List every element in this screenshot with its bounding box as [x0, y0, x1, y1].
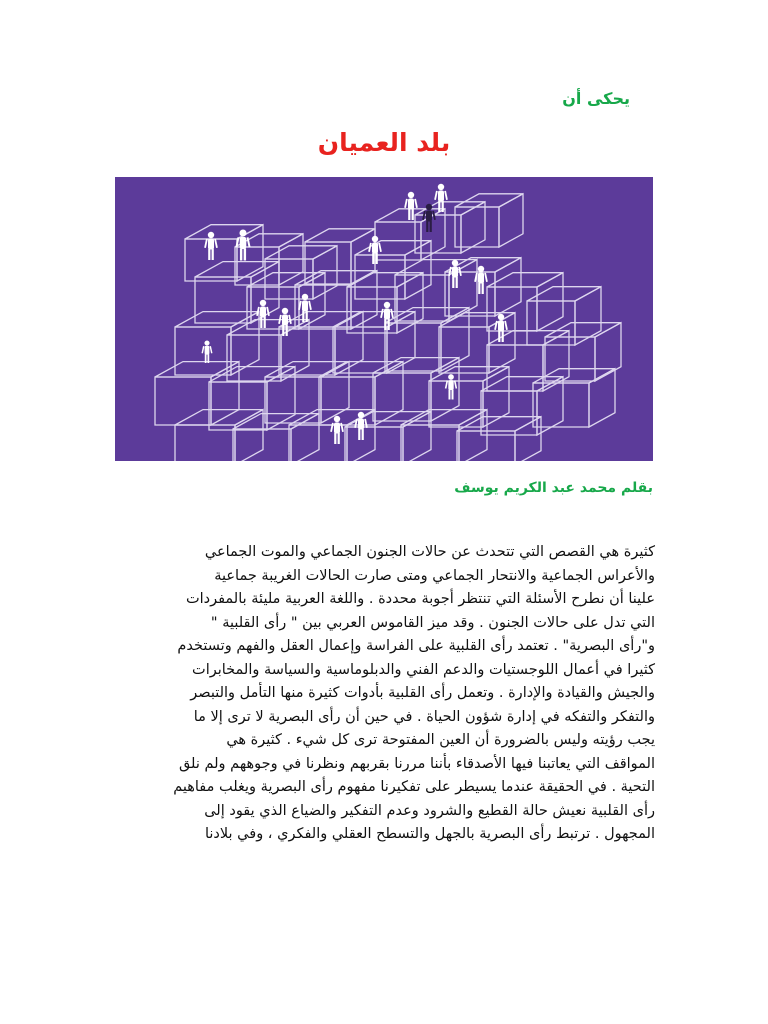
person-figure — [298, 294, 312, 322]
box-outline — [415, 202, 485, 253]
article-title: بلد العميان — [317, 128, 451, 157]
person-figure — [204, 232, 218, 260]
body-line: المجهول . ترتبط رأى البصرية بالجهل والتسطح العقلي والفكري ، وفي بلادنا — [204, 826, 655, 842]
cover-illustration — [115, 177, 653, 461]
body-line: والتفكر والتفكه في إدارة شؤون الحياة . في حين أن رأى البصرية لا ترى إلا ما — [193, 708, 655, 725]
article-body — [115, 541, 655, 847]
box-outline — [457, 417, 541, 461]
author-byline: بقلم محمد عبد الكريم يوسف — [454, 480, 653, 496]
person-figure — [330, 416, 344, 444]
person-figure — [422, 204, 436, 232]
illustration-canvas — [115, 177, 653, 461]
body-line: علينا أن نطرح الأسئلة التي تنتظر أجوبة محددة . واللغة العربية مليئة بالمفردات — [185, 591, 655, 607]
box-outline — [185, 225, 263, 281]
body-line: رأى القلبية نعيش حالة القطيع والشرود وعدم التفكير والضياع الذي يقود إلى — [204, 802, 655, 819]
person-figure — [474, 266, 488, 294]
box-outline — [233, 414, 319, 461]
box-outline — [455, 194, 523, 247]
person-figure — [434, 184, 448, 212]
box-outline — [175, 410, 263, 461]
body-line: يجب رؤيته وليس بالضرورة أن العين المفتوحة ترى كل شيء . كثيرة هي — [226, 732, 655, 748]
body-line: و"رأى البصرية" . تعتمد رأى القلبية على الفراسة وإعمال العقل والفهم وتستخدم — [177, 638, 655, 654]
body-line: المواقف التي يعاتبنا فيها الأصدقاء بأننا مررنا بقربهم ونظرنا في وجوههم ولم نلق — [178, 755, 655, 772]
person-figure — [380, 302, 394, 330]
body-line: التي تدل على حالات الجنون . وقد ميز القاموس العربي بين " رأى القلبية " — [210, 614, 655, 631]
person-figure — [235, 229, 250, 260]
story-kicker: يحكى أن — [562, 89, 630, 108]
box-outline — [401, 410, 487, 461]
person-figure — [202, 340, 213, 363]
person-figure — [404, 192, 418, 220]
person-figure — [445, 374, 457, 399]
box-outline — [355, 241, 431, 299]
person-figure — [278, 308, 292, 336]
body-line: والأعراس الجماعية والانتحار الجماعي ومتى صارت الحالات الغريبة جماعية — [214, 567, 655, 584]
box-outline — [429, 367, 509, 427]
box-outline — [527, 287, 601, 345]
box-outline — [209, 367, 295, 430]
person-figure — [256, 300, 270, 328]
body-line: والجيش والقيادة والإدارة . وتعمل رأى القلبية بأدوات كثيرة منها التأمل والتبصر — [190, 685, 655, 701]
box-outline — [305, 229, 375, 284]
body-line: كثيرا في أعمال اللوجستيات والدعم الفني والدبلوماسية والسياسة والمخابرات — [192, 661, 655, 678]
body-line: كثيرة هي القصص التي تتحدث عن حالات الجنون الجماعي والموت الجماعي — [204, 544, 655, 560]
body-line: التحية . في الحقيقة عندما يسيطر على تفكيرنا مفهوم رأى البصرية ويغلب مفاهيم — [173, 779, 655, 795]
box-outline — [481, 377, 563, 435]
